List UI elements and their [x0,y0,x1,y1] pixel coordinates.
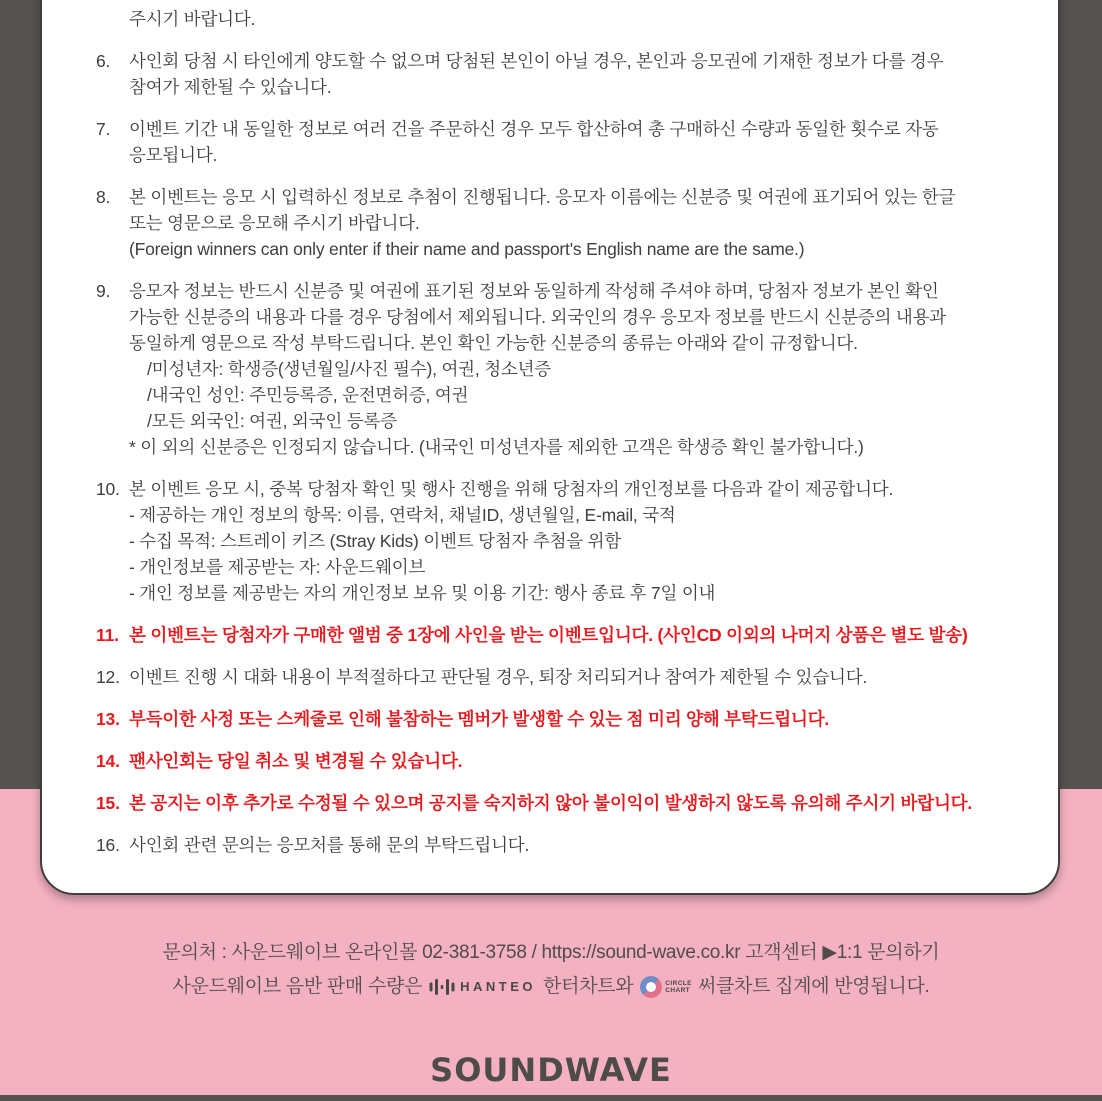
notice-item-8 [96,184,1018,262]
bottom-dark-bar [0,1095,1102,1101]
item-line: 이벤트 진행 시 대화 내용이 부적절하다고 판단될 경우, 퇴장 처리되거나 참여가 제한될 수 있습니다. [129,667,868,687]
footer-sales-prefix: 사운드웨이브 음반 판매 수량은 [172,976,423,997]
circle-chart-wordmark [665,980,692,995]
item-line: 응모됩니다. [129,145,218,165]
item-subline: /모든 외국인: 여권, 외국인 등록증 [147,411,397,431]
item-number: 16. [96,835,120,855]
item-line: 본 이벤트는 응모 시 입력하신 정보로 추첨이 진행됩니다. 응모자 이름에는 신분증 및 여권에 표기되어 있는 한글 [129,187,956,207]
item-line: * 이 외의 신분증은 인정되지 않습니다. (내국인 미성년자를 제외한 고객은 학생증 확인 불가합니다.) [129,437,864,457]
item-subline: /미성년자: 학생증(생년월일/사진 필수), 여권, 청소년증 [147,359,552,379]
notice-item-15 [96,790,1018,816]
item-line: 또는 영문으로 응모해 주시기 바랍니다. [129,213,420,233]
notice-item-9 [96,278,1018,460]
item-number: 14. [96,751,120,771]
notice-item-16 [96,832,1018,858]
footer-contact-line: 문의처 : 사운드웨이브 온라인몰 02-381-3758 / https://sound-wave.co.kr 고객센터 ▶1:1 문의하기 [162,942,940,963]
circle-chart-word1: CIRCLE [665,979,692,987]
soundwave-logo: SOUNDWAVE [430,1051,672,1089]
hanteo-chart-label: 한터차트와 [543,976,634,997]
item-subline: - 개인 정보를 제공받는 자의 개인정보 보유 및 이용 기간: 행사 종료 후 7일 이내 [129,583,716,603]
notice-item-10 [96,476,1018,606]
item-subline: /내국인 성인: 주민등록증, 운전면허증, 여권 [147,385,469,405]
item-line: 이벤트 기간 내 동일한 정보로 여러 건을 주문하신 경우 모두 합산하여 총 구매하신 수량과 동일한 횟수로 자동 [129,119,939,139]
item-number: 12. [96,667,120,687]
notice-item-14 [96,748,1018,774]
notice-item-6 [96,48,1018,100]
item-number: 7. [96,119,111,139]
item-line-highlight: 부득이한 사정 또는 스케줄로 인해 불참하는 멤버가 발생할 수 있는 점 미리 양해 부탁드립니다. [129,709,830,729]
item-number: 11. [96,625,119,645]
item-number: 9. [96,281,111,301]
hanteo-icon [429,978,455,996]
item-line: (Foreign winners can only enter if their name and passport's English name are the same.) [129,239,805,259]
item-line-highlight: 팬사인회는 당일 취소 및 변경될 수 있습니다. [129,751,463,771]
notice-item-7 [96,116,1018,168]
notice-item-13 [96,706,1018,732]
continuation-line: 주시기 바랍니다. [129,9,256,29]
item-number: 6. [96,51,111,71]
item-subline: - 수집 목적: 스트레이 키즈 (Stray Kids) 이벤트 당첨자 추첨을 위함 [129,531,622,551]
item-subline: - 제공하는 개인 정보의 항목: 이름, 연락처, 채널ID, 생년월일, E-mail, 국적 [129,505,676,525]
circle-chart-word2: CHART [665,987,691,994]
footer-sales-suffix: 써클차트 집계에 반영됩니다. [697,976,930,997]
item-line-highlight: 본 이벤트는 당첨자가 구매한 앨범 중 1장에 사인을 받는 이벤트입니다. (사인CD 이외의 나머지 상품은 별도 발송) [129,625,968,645]
circle-chart-icon [640,976,662,998]
item-line: 사인회 관련 문의는 응모처를 통해 문의 부탁드립니다. [129,835,530,855]
item-line-highlight: 본 공지는 이후 추가로 수정될 수 있으며 공지를 숙지하지 않아 불이익이 발생하지 않도록 유의해 주시기 바랍니다. [129,793,973,813]
item-number: 15. [96,793,120,813]
item-line: 응모자 정보는 반드시 신분증 및 여권에 표기된 정보와 동일하게 작성해 주셔야 하며, 당첨자 정보가 본인 확인 [129,281,939,301]
notice-body [42,0,1058,858]
item-subline: - 개인정보를 제공받는 자: 사운드웨이브 [129,557,426,577]
item-number: 10. [96,479,120,499]
item-number: 8. [96,187,111,207]
item-line: 사인회 당첨 시 타인에게 양도할 수 없으며 당첨된 본인이 아닐 경우, 본인과 응모권에 기재한 정보가 다를 경우 [129,51,944,71]
notice-item-12 [96,664,1018,690]
item-line: 동일하게 영문으로 작성 부탁드립니다. 본인 확인 가능한 신분증의 종류는 아래와 같이 규정합니다. [129,333,858,353]
hanteo-wordmark: HANTEO [460,979,537,994]
footer-sales-line [0,975,1102,999]
notice-card [40,0,1060,895]
item-line: 참여가 제한될 수 있습니다. [129,77,332,97]
notice-item-11 [96,622,1018,648]
item-line: 본 이벤트 응모 시, 중복 당첨자 확인 및 행사 진행을 위해 당첨자의 개인정보를 다음과 같이 제공합니다. [129,479,894,499]
item-line: 가능한 신분증의 내용과 다를 경우 당첨에서 제외됩니다. 외국인의 경우 응모자 정보를 반드시 신분증의 내용과 [129,307,946,327]
item-number: 13. [96,709,120,729]
